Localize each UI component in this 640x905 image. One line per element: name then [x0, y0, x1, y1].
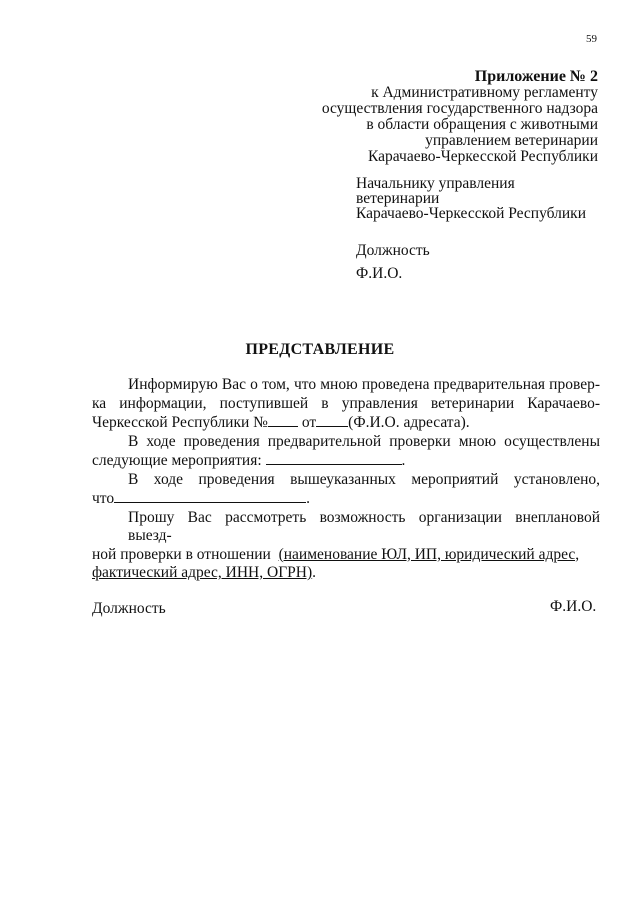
addressee-line: Начальнику управления	[356, 175, 515, 192]
appendix-line: к Административному регламенту	[371, 84, 598, 101]
body-text-fragment: Информирую Вас о том, что мною проведена предварительная провер-	[128, 376, 600, 393]
body-text-fragment: ка информации, поступившей в управления ветеринарии Карачаево-	[92, 394, 600, 412]
signature-position: Должность	[92, 600, 166, 617]
document-title: ПРЕДСТАВЛЕНИЕ	[245, 341, 395, 358]
body-line	[92, 376, 600, 395]
body-text-fragment: В ходе проведения предварительной проверки мною осуществлены	[128, 432, 600, 450]
body-text-fragment: Прошу Вас рассмотреть возможность организации внеплановой выезд-	[128, 508, 600, 544]
appendix-line: осуществления государственного надзора	[321, 100, 598, 117]
body-text-fragment: .	[306, 490, 310, 507]
document-body	[92, 376, 600, 583]
appendix-title: Приложение № 2	[474, 68, 598, 85]
body-line	[92, 509, 600, 546]
addressee-line: Карачаево-Черкесской Республики	[356, 205, 586, 222]
body-line	[92, 413, 600, 433]
body-line	[92, 471, 600, 490]
addressee-position: Должность	[356, 242, 430, 259]
body-text-fragment: Черкесской Республики №	[92, 414, 268, 431]
body-text-fragment: от	[301, 414, 317, 431]
body-text-fragment: следующие мероприятия:	[92, 452, 262, 469]
addressee-block	[356, 176, 616, 221]
appendix-line: в области обращения с животными	[366, 116, 598, 133]
body-line	[92, 433, 600, 452]
body-text-fragment: .	[401, 452, 406, 469]
body-text-underlined: (наименование ЮЛ, ИП, юридический адрес,	[278, 545, 580, 563]
body-line	[92, 546, 600, 565]
blank-field	[268, 413, 298, 427]
appendix-header	[238, 69, 598, 165]
addressee-fio: Ф.И.О.	[356, 265, 403, 282]
appendix-line: управлением ветеринарии	[425, 132, 598, 149]
body-text-fragment: (Ф.И.О. адресата).	[348, 414, 470, 431]
signature-fio: Ф.И.О.	[550, 598, 597, 615]
appendix-line: Карачаево-Черкесской Республики	[368, 148, 598, 165]
body-line	[92, 564, 600, 583]
body-text-fragment: .	[312, 564, 317, 581]
body-line	[92, 451, 600, 471]
blank-field	[316, 413, 348, 427]
body-line	[92, 489, 600, 509]
body-line	[92, 395, 600, 414]
body-text-underlined: фактический адрес, ИНН, ОГРН)	[92, 564, 313, 581]
body-text-fragment: В ходе проведения вышеуказанных мероприятий установлено,	[128, 470, 600, 488]
addressee-line: ветеринарии	[356, 190, 440, 207]
body-text-fragment: что	[92, 490, 115, 507]
blank-field	[114, 489, 306, 503]
body-text-fragment: ной проверки в отношении	[92, 545, 271, 563]
page-number: 59	[586, 33, 597, 45]
blank-field	[266, 451, 402, 465]
